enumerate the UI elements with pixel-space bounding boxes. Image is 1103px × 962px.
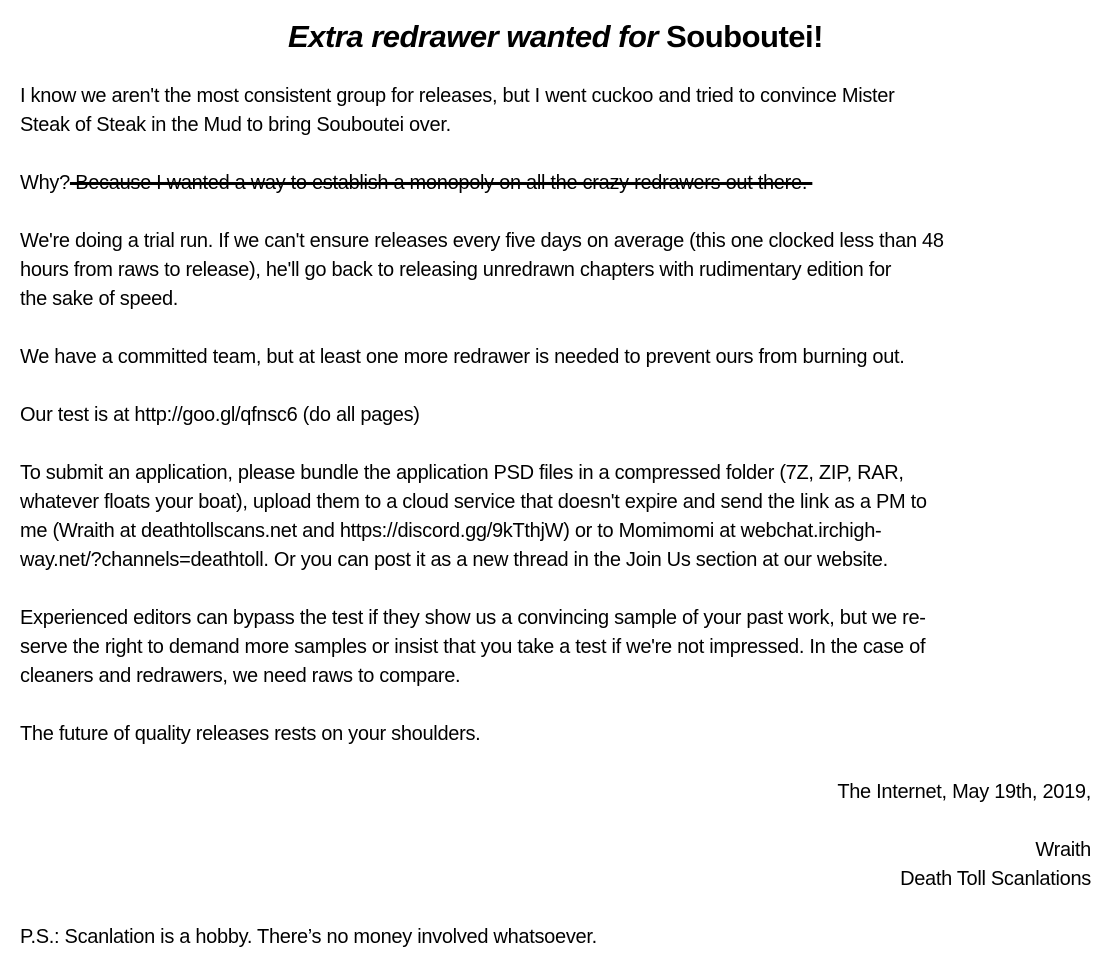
text-line: To submit an application, please bundle the application PSD files in a compressed folder (7Z, ZIP, RAR, (20, 462, 904, 484)
text-line: I know we aren't the most consistent group for releases, but I went cuckoo and tried to convince Mister (20, 85, 895, 107)
title-emphasized-text: Extra redrawer wanted for (288, 19, 667, 54)
text-line: way.net/?channels=deathtoll. Or you can post it as a new thread in the Join Us section at our website. (20, 549, 888, 571)
postscript-text: P.S.: Scanlation is a hobby. There’s no money involved whatsoever. (20, 926, 597, 948)
text-line: the sake of speed. (20, 288, 179, 310)
text-line: serve the right to demand more samples or insist that you take a test if we're not impressed. In the case of (20, 636, 926, 658)
text-line: We're doing a trial run. If we can't ensure releases every five days on average (this one clocked less than 48 (20, 230, 944, 252)
text-line: whatever floats your boat), upload them to a cloud service that doesn't expire and send the link as a PM to (20, 491, 927, 513)
text-line: hours from raws to release), he'll go back to releasing unredrawn chapters with rudimentary edition for (20, 259, 892, 281)
paragraph-experienced (20, 604, 1091, 691)
postscript (20, 923, 1091, 952)
paragraph-why (20, 169, 1091, 198)
paragraph-trial-run (20, 227, 1091, 314)
title-plain-text: Souboutei! (666, 19, 823, 54)
text-line: Steak of Steak in the Mud to bring Souboutei over. (20, 114, 451, 136)
page-title (20, 16, 1091, 58)
paragraph-intro (20, 82, 1091, 140)
signature-dateline (20, 778, 1091, 807)
paragraph-how-to-apply (20, 459, 1091, 575)
paragraph-closing (20, 720, 1091, 749)
test-url-line: Our test is at http://goo.gl/qfnsc6 (do all pages) (20, 404, 420, 426)
paragraph-test-link (20, 401, 1091, 430)
text-line: cleaners and redrawers, we need raws to compare. (20, 665, 461, 687)
why-prefix-text: Why? (20, 172, 70, 194)
paragraph-team (20, 343, 1091, 372)
dateline-text: The Internet, May 19th, 2019, (837, 781, 1091, 803)
why-strikethrough-text: Because I wanted a way to establish a monopoly on all the crazy redrawers out there. (69, 172, 813, 194)
text-line: me (Wraith at deathtollscans.net and https://discord.gg/9kTthjW) or to Momimomi at webchat.irchigh- (20, 520, 882, 542)
signature-block (20, 836, 1091, 894)
text-line: Experienced editors can bypass the test if they show us a convincing sample of your past work, but we re- (20, 607, 926, 629)
text-line: We have a committed team, but at least one more redrawer is needed to prevent ours from burning out. (20, 346, 905, 368)
text-line: The future of quality releases rests on your shoulders. (20, 723, 481, 745)
signature-name: Wraith (1035, 839, 1091, 861)
signature-group: Death Toll Scanlations (900, 868, 1091, 890)
